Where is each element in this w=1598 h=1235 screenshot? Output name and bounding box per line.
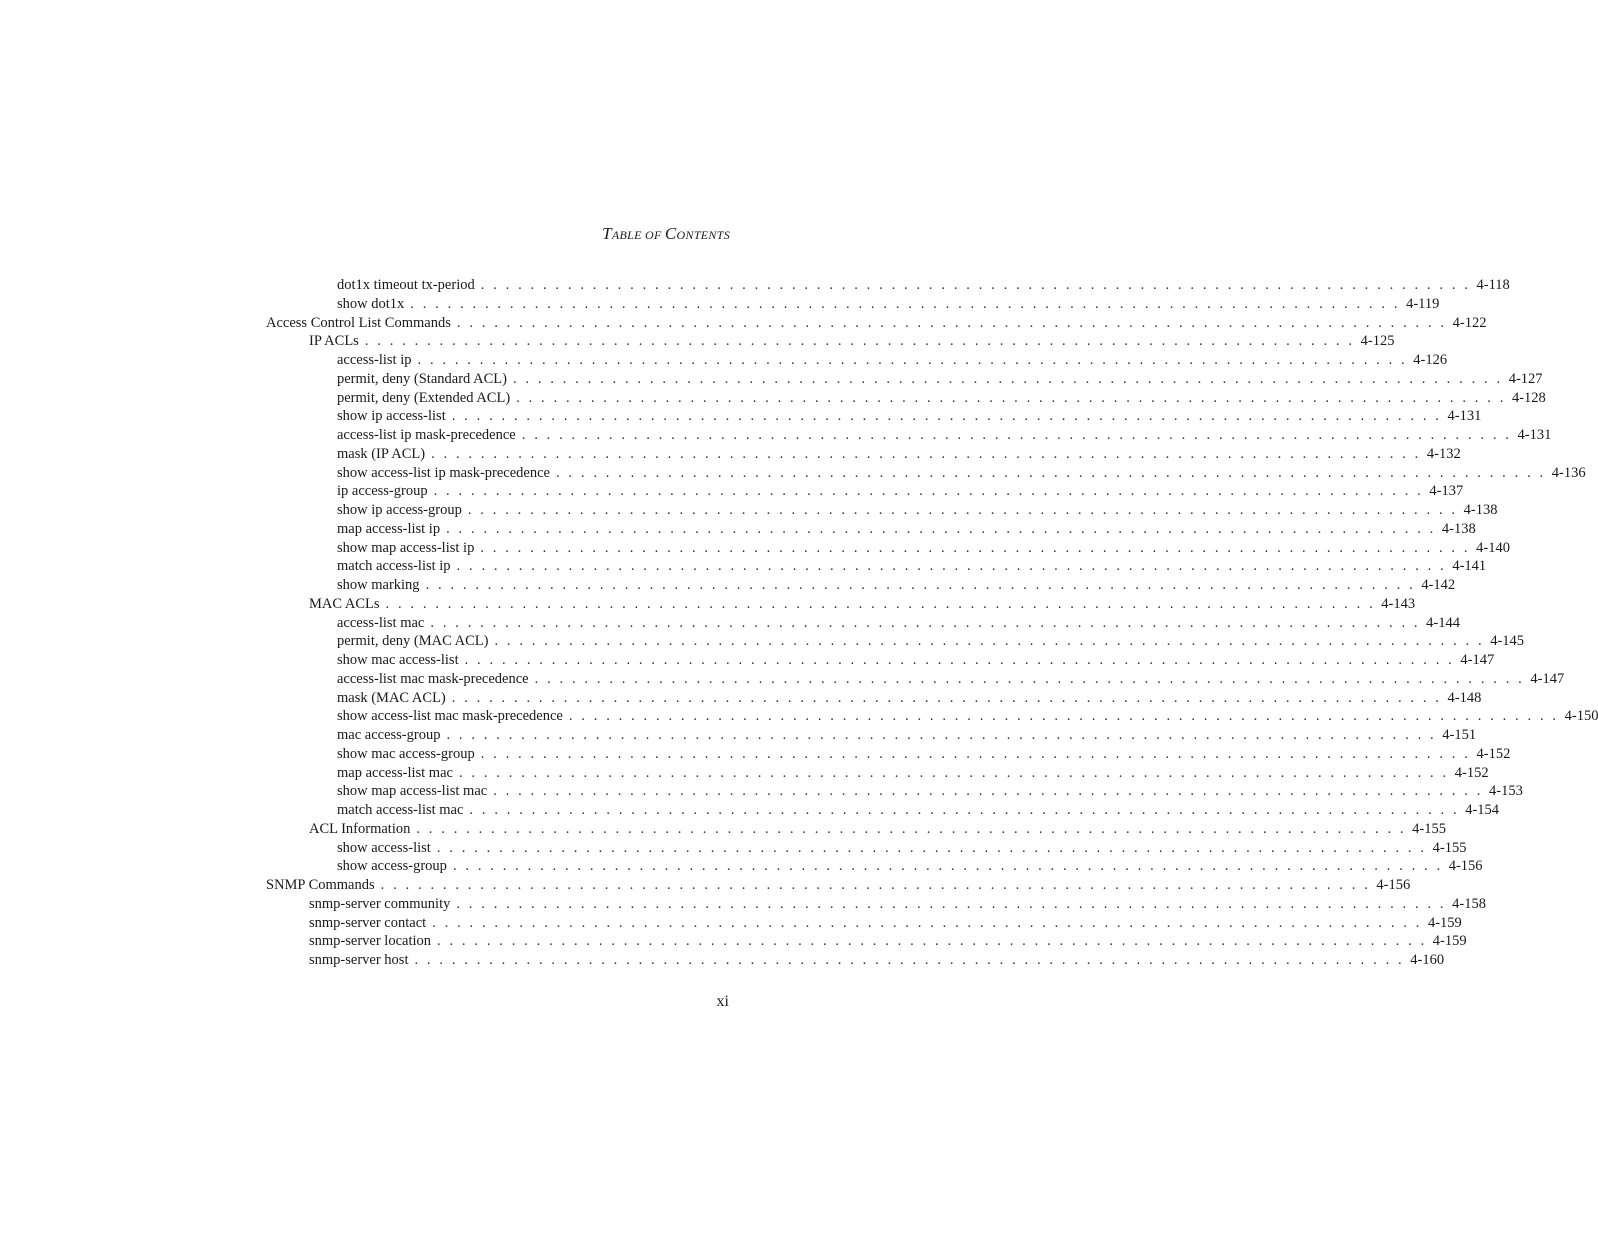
dot-leader: . . . . . . . . . . . . . . . . . . . . . . . . . . . . . . . . . . . . . . . . . . . . . . . . . . . . . . . . . . . . . . . . . . . . . . . . . . . . . . . . (364, 333, 1355, 350)
toc-entry[interactable] (337, 726, 1477, 745)
dot-leader: . . . . . . . . . . . . . . . . . . . . . . . . . . . . . . . . . . . . . . . . . . . . . . . . . . . . . . . . . . . . . . . . . . . . . . . . . . . . . . . . (456, 895, 1447, 912)
toc-entry-title: access-list mac (337, 614, 425, 631)
toc-entry-page: 4-132 (1426, 445, 1461, 462)
dot-leader: . . . . . . . . . . . . . . . . . . . . . . . . . . . . . . . . . . . . . . . . . . . . . . . . . . . . . . . . . . . . . . . . . . . . . . . . . . . . . . . . (451, 408, 1442, 425)
header-ontents: ONTENTS (676, 228, 730, 242)
dot-leader: . . . . . . . . . . . . . . . . . . . . . . . . . . . . . . . . . . . . . . . . . . . . . . . . . . . . . . . . . . . . . . . . . . . . . . . . . . . . . . . . (480, 539, 1471, 556)
toc-entry[interactable] (309, 895, 1486, 914)
toc-entry[interactable] (337, 651, 1495, 670)
toc-entry-title: IP ACLs (309, 333, 359, 350)
dot-leader: . . . . . . . . . . . . . . . . . . . . . . . . . . . . . . . . . . . . . . . . . . . . . . . . . . . . . . . . . . . . . . . . . . . . . . . . . . . . . . . . (568, 708, 1559, 725)
dot-leader: . . . . . . . . . . . . . . . . . . . . . . . . . . . . . . . . . . . . . . . . . . . . . . . . . . . . . . . . . . . . . . . . . . . . . . . . . . . . . . . . (458, 764, 1449, 781)
toc-entry[interactable] (337, 389, 1546, 408)
dot-leader: . . . . . . . . . . . . . . . . . . . . . . . . . . . . . . . . . . . . . . . . . . . . . . . . . . . . . . . . . . . . . . . . . . . . . . . . . . . . . . . . (480, 277, 1471, 293)
toc-entry-title: show map access-list mac (337, 783, 488, 800)
toc-entry-page: 4-156 (1376, 877, 1411, 893)
toc-entry-title: access-list ip (337, 352, 412, 368)
toc-entry-title: mask (IP ACL) (337, 445, 426, 462)
toc-entry[interactable] (337, 707, 1598, 726)
dot-leader: . . . . . . . . . . . . . . . . . . . . . . . . . . . . . . . . . . . . . . . . . . . . . . . . . . . . . . . . . . . . . . . . . . . . . . . . . . . . . . . . (467, 502, 1458, 518)
toc-entry-title: map access-list ip (337, 520, 441, 537)
toc-entry-page: 4-155 (1412, 820, 1446, 837)
toc-entry[interactable] (337, 782, 1523, 801)
toc-entry-page: 4-128 (1511, 389, 1546, 406)
toc-entry-title: mask (MAC ACL) (337, 689, 446, 706)
toc-entry[interactable] (309, 595, 1416, 614)
toc-entry-page: 4-160 (1410, 952, 1445, 968)
toc-entry[interactable] (337, 576, 1456, 595)
toc-entry-page: 4-156 (1448, 858, 1483, 875)
toc-entry-title: ACL Information (309, 820, 411, 837)
toc-entry-title: access-list ip mask-precedence (337, 427, 516, 443)
toc-entry-page: 4-158 (1452, 895, 1486, 912)
toc-entry-title: mac access-group (337, 727, 441, 743)
header-able-of: ABLE OF (611, 228, 665, 242)
header-initial-t: T (602, 224, 612, 243)
toc-entry-title: dot1x timeout tx-period (337, 277, 475, 293)
toc-entry-page: 4-126 (1413, 352, 1448, 368)
toc-entry-title: snmp-server host (309, 952, 409, 968)
toc-entry-page: 4-122 (1452, 314, 1487, 331)
toc-entry-page: 4-154 (1465, 802, 1500, 818)
toc-entry-title: show mac access-list (337, 652, 459, 668)
toc-entry[interactable] (309, 932, 1467, 951)
toc-entry-title: snmp-server community (309, 895, 451, 912)
dot-leader: . . . . . . . . . . . . . . . . . . . . . . . . . . . . . . . . . . . . . . . . . . . . . . . . . . . . . . . . . . . . . . . . . . . . . . . . . . . . . . . . (452, 858, 1443, 875)
toc-entry-page: 4-141 (1452, 558, 1487, 575)
dot-leader: . . . . . . . . . . . . . . . . . . . . . . . . . . . . . . . . . . . . . . . . . . . . . . . . . . . . . . . . . . . . . . . . . . . . . . . . . . . . . . . . (521, 427, 1512, 443)
toc-entry-title: show access-list (337, 839, 431, 856)
toc-entry-page: 4-150 (1564, 708, 1598, 725)
header-initial-c: C (664, 224, 677, 243)
toc-entry-title: map access-list mac (337, 764, 453, 781)
toc-entry[interactable] (337, 407, 1482, 426)
toc-entry[interactable] (337, 764, 1489, 783)
dot-leader: . . . . . . . . . . . . . . . . . . . . . . . . . . . . . . . . . . . . . . . . . . . . . . . . . . . . . . . . . . . . . . . . . . . . . . . . . . . . . . . . (432, 914, 1422, 931)
toc-entry[interactable] (337, 426, 1552, 445)
toc-entry-title: snmp-server location (309, 933, 432, 950)
toc-entry-title: show access-group (337, 858, 447, 875)
dot-leader: . . . . . . . . . . . . . . . . . . . . . . . . . . . . . . . . . . . . . . . . . . . . . . . . . . . . . . . . . . . . . . . . . . . . . . . . . . . . . . . . (469, 802, 1460, 818)
toc-entry[interactable] (337, 482, 1464, 501)
toc-entry[interactable] (337, 670, 1565, 689)
toc-entry[interactable] (337, 745, 1511, 764)
toc-entry-page: 4-152 (1454, 764, 1489, 781)
toc-entry-page: 4-152 (1476, 745, 1511, 762)
dot-leader: . . . . . . . . . . . . . . . . . . . . . . . . . . . . . . . . . . . . . . . . . . . . . . . . . . . . . . . . . . . . . . . . . . . . . . . . . . . . . . . . (433, 483, 1424, 500)
toc-entry[interactable] (337, 801, 1500, 820)
toc-entry-title: show access-list mac mask-precedence (337, 708, 563, 725)
toc-entry[interactable] (337, 464, 1586, 483)
toc-entry-page: 4-119 (1406, 295, 1440, 312)
dot-leader: . . . . . . . . . . . . . . . . . . . . . . . . . . . . . . . . . . . . . . . . . . . . . . . . . . . . . . . . . . . . . . . . . . . . . . . . . . . . . . . . (456, 314, 1447, 331)
toc-entry-page: 4-136 (1551, 464, 1586, 481)
toc-entry-page: 4-138 (1441, 520, 1476, 537)
dot-leader: . . . . . . . . . . . . . . . . . . . . . . . . . . . . . . . . . . . . . . . . . . . . . . . . . . . . . . . . . . . . . . . . . . . . . . . . . . . . . . . . (534, 670, 1525, 687)
dot-leader: . . . . . . . . . . . . . . . . . . . . . . . . . . . . . . . . . . . . . . . . . . . . . . . . . . . . . . . . . . . . . . . . . . . . . . . . . . . . . . . . (437, 933, 1427, 950)
toc-entry[interactable] (337, 370, 1543, 389)
toc-entry-title: show mac access-group (337, 745, 475, 762)
dot-leader: . . . . . . . . . . . . . . . . . . . . . . . . . . . . . . . . . . . . . . . . . . . . . . . . . . . . . . . . . . . . . . . . . . . . . . . . . . . . . . . . (417, 352, 1408, 368)
toc-entry-page: 4-138 (1463, 502, 1498, 518)
dot-leader: . . . . . . . . . . . . . . . . . . . . . . . . . . . . . . . . . . . . . . . . . . . . . . . . . . . . . . . . . . . . . . . . . . . . . . . . . . . . . . . . (512, 370, 1503, 387)
dot-leader: . . . . . . . . . . . . . . . . . . . . . . . . . . . . . . . . . . . . . . . . . . . . . . . . . . . . . . . . . . . . . . . . . . . . . . . . . . . . . . . . (410, 295, 1401, 312)
dot-leader: . . . . . . . . . . . . . . . . . . . . . . . . . . . . . . . . . . . . . . . . . . . . . . . . . . . . . . . . . . . . . . . . . . . . . . . . . . . . . . . . (416, 820, 1407, 837)
toc-entry-title: match access-list ip (337, 558, 451, 575)
dot-leader: . . . . . . . . . . . . . . . . . . . . . . . . . . . . . . . . . . . . . . . . . . . . . . . . . . . . . . . . . . . . . . . . . . . . . . . . . . . . . . . . (385, 595, 1376, 612)
toc-entry[interactable] (309, 820, 1446, 839)
toc-entry-title: show marking (337, 577, 420, 593)
toc-entry[interactable] (337, 520, 1476, 539)
toc-entry-title: snmp-server contact (309, 914, 427, 931)
toc-entry-title: permit, deny (MAC ACL) (337, 633, 489, 650)
toc-entry-page: 4-159 (1432, 933, 1467, 950)
toc-entry[interactable] (337, 857, 1483, 876)
dot-leader: . . . . . . . . . . . . . . . . . . . . . . . . . . . . . . . . . . . . . . . . . . . . . . . . . . . . . . . . . . . . . . . . . . . . . . . . . . . . . . . . (555, 464, 1546, 481)
toc-entry-title: access-list mac mask-precedence (337, 670, 529, 687)
dot-leader: . . . . . . . . . . . . . . . . . . . . . . . . . . . . . . . . . . . . . . . . . . . . . . . . . . . . . . . . . . . . . . . . . . . . . . . . . . . . . . . . (431, 445, 1421, 462)
toc-entry-page: 4-127 (1508, 370, 1543, 387)
toc-entry-page: 4-153 (1488, 783, 1523, 800)
toc-entry[interactable] (337, 276, 1510, 295)
page-number: xi (716, 993, 729, 1010)
dot-leader: . . . . . . . . . . . . . . . . . . . . . . . . . . . . . . . . . . . . . . . . . . . . . . . . . . . . . . . . . . . . . . . . . . . . . . . . . . . . . . . . (516, 389, 1506, 406)
toc-entry-title: SNMP Commands (266, 877, 375, 893)
toc-entry-title: permit, deny (Extended ACL) (337, 389, 511, 406)
dot-leader: . . . . . . . . . . . . . . . . . . . . . . . . . . . . . . . . . . . . . . . . . . . . . . . . . . . . . . . . . . . . . . . . . . . . . . . . . . . . . . . . (380, 877, 1371, 893)
toc-entry-title: show map access-list ip (337, 539, 475, 556)
toc-entry-page: 4-137 (1429, 483, 1464, 500)
toc-entry-page: 4-125 (1360, 333, 1395, 350)
toc-entry-page: 4-151 (1442, 727, 1477, 743)
toc-entry[interactable] (309, 914, 1462, 933)
dot-leader: . . . . . . . . . . . . . . . . . . . . . . . . . . . . . . . . . . . . . . . . . . . . . . . . . . . . . . . . . . . . . . . . . . . . . . . . . . . . . . . . (446, 520, 1436, 537)
toc-entry[interactable] (337, 501, 1498, 520)
dot-leader: . . . . . . . . . . . . . . . . . . . . . . . . . . . . . . . . . . . . . . . . . . . . . . . . . . . . . . . . . . . . . . . . . . . . . . . . . . . . . . . . (430, 614, 1421, 631)
toc-entry[interactable] (337, 632, 1525, 651)
toc-entry-title: show ip access-list (337, 408, 446, 425)
toc-entry[interactable] (337, 689, 1482, 708)
toc-entry[interactable] (337, 839, 1467, 858)
toc-entry-title: show access-list ip mask-precedence (337, 464, 550, 481)
toc-entry-page: 4-155 (1432, 839, 1467, 856)
dot-leader: . . . . . . . . . . . . . . . . . . . . . . . . . . . . . . . . . . . . . . . . . . . . . . . . . . . . . . . . . . . . . . . . . . . . . . . . . . . . . . . . (494, 633, 1485, 650)
toc-entry[interactable] (337, 539, 1510, 558)
toc-entry[interactable] (266, 314, 1487, 333)
toc-entry-page: 4-147 (1460, 652, 1495, 668)
toc-entry-page: 4-118 (1476, 277, 1510, 293)
toc-entry-page: 4-140 (1476, 539, 1510, 556)
toc-entry-title: show dot1x (337, 295, 405, 312)
toc-entry[interactable] (337, 295, 1440, 314)
toc-entry-title: MAC ACLs (309, 595, 380, 612)
toc-entry-page: 4-145 (1490, 633, 1525, 650)
toc-entry-title: show ip access-group (337, 502, 462, 518)
toc-entry[interactable] (337, 614, 1460, 633)
toc-entry-title: match access-list mac (337, 802, 464, 818)
toc-entry-page: 4-131 (1447, 408, 1482, 425)
dot-leader: . . . . . . . . . . . . . . . . . . . . . . . . . . . . . . . . . . . . . . . . . . . . . . . . . . . . . . . . . . . . . . . . . . . . . . . . . . . . . . . . (493, 783, 1483, 800)
dot-leader: . . . . . . . . . . . . . . . . . . . . . . . . . . . . . . . . . . . . . . . . . . . . . . . . . . . . . . . . . . . . . . . . . . . . . . . . . . . . . . . . (446, 727, 1437, 743)
toc-entry[interactable] (337, 557, 1487, 576)
toc-entry-page: 4-159 (1427, 914, 1462, 931)
dot-leader: . . . . . . . . . . . . . . . . . . . . . . . . . . . . . . . . . . . . . . . . . . . . . . . . . . . . . . . . . . . . . . . . . . . . . . . . . . . . . . . . (425, 577, 1416, 593)
dot-leader: . . . . . . . . . . . . . . . . . . . . . . . . . . . . . . . . . . . . . . . . . . . . . . . . . . . . . . . . . . . . . . . . . . . . . . . . . . . . . . . . (414, 952, 1405, 968)
running-header (602, 224, 730, 244)
dot-leader: . . . . . . . . . . . . . . . . . . . . . . . . . . . . . . . . . . . . . . . . . . . . . . . . . . . . . . . . . . . . . . . . . . . . . . . . . . . . . . . . (451, 689, 1442, 706)
toc-entry-title: Access Control List Commands (266, 314, 451, 331)
toc-entry-page: 4-147 (1530, 670, 1565, 687)
toc-entry[interactable] (337, 351, 1448, 370)
toc-entry[interactable] (309, 332, 1395, 351)
toc-entry-page: 4-142 (1421, 577, 1456, 593)
toc-entry-page: 4-143 (1381, 595, 1416, 612)
dot-leader: . . . . . . . . . . . . . . . . . . . . . . . . . . . . . . . . . . . . . . . . . . . . . . . . . . . . . . . . . . . . . . . . . . . . . . . . . . . . . . . . (464, 652, 1455, 668)
toc-entry-title: permit, deny (Standard ACL) (337, 370, 507, 387)
dot-leader: . . . . . . . . . . . . . . . . . . . . . . . . . . . . . . . . . . . . . . . . . . . . . . . . . . . . . . . . . . . . . . . . . . . . . . . . . . . . . . . . (436, 839, 1427, 856)
dot-leader: . . . . . . . . . . . . . . . . . . . . . . . . . . . . . . . . . . . . . . . . . . . . . . . . . . . . . . . . . . . . . . . . . . . . . . . . . . . . . . . . (480, 745, 1471, 762)
toc-entry[interactable] (337, 445, 1461, 464)
toc-entry-page: 4-148 (1447, 689, 1482, 706)
toc-entry-title: ip access-group (337, 483, 428, 500)
toc-entry-page: 4-131 (1517, 427, 1552, 443)
toc-entry[interactable] (266, 876, 1411, 895)
toc-entry-page: 4-144 (1426, 614, 1460, 631)
dot-leader: . . . . . . . . . . . . . . . . . . . . . . . . . . . . . . . . . . . . . . . . . . . . . . . . . . . . . . . . . . . . . . . . . . . . . . . . . . . . . . . . (456, 558, 1447, 575)
toc-entry[interactable] (309, 951, 1445, 970)
